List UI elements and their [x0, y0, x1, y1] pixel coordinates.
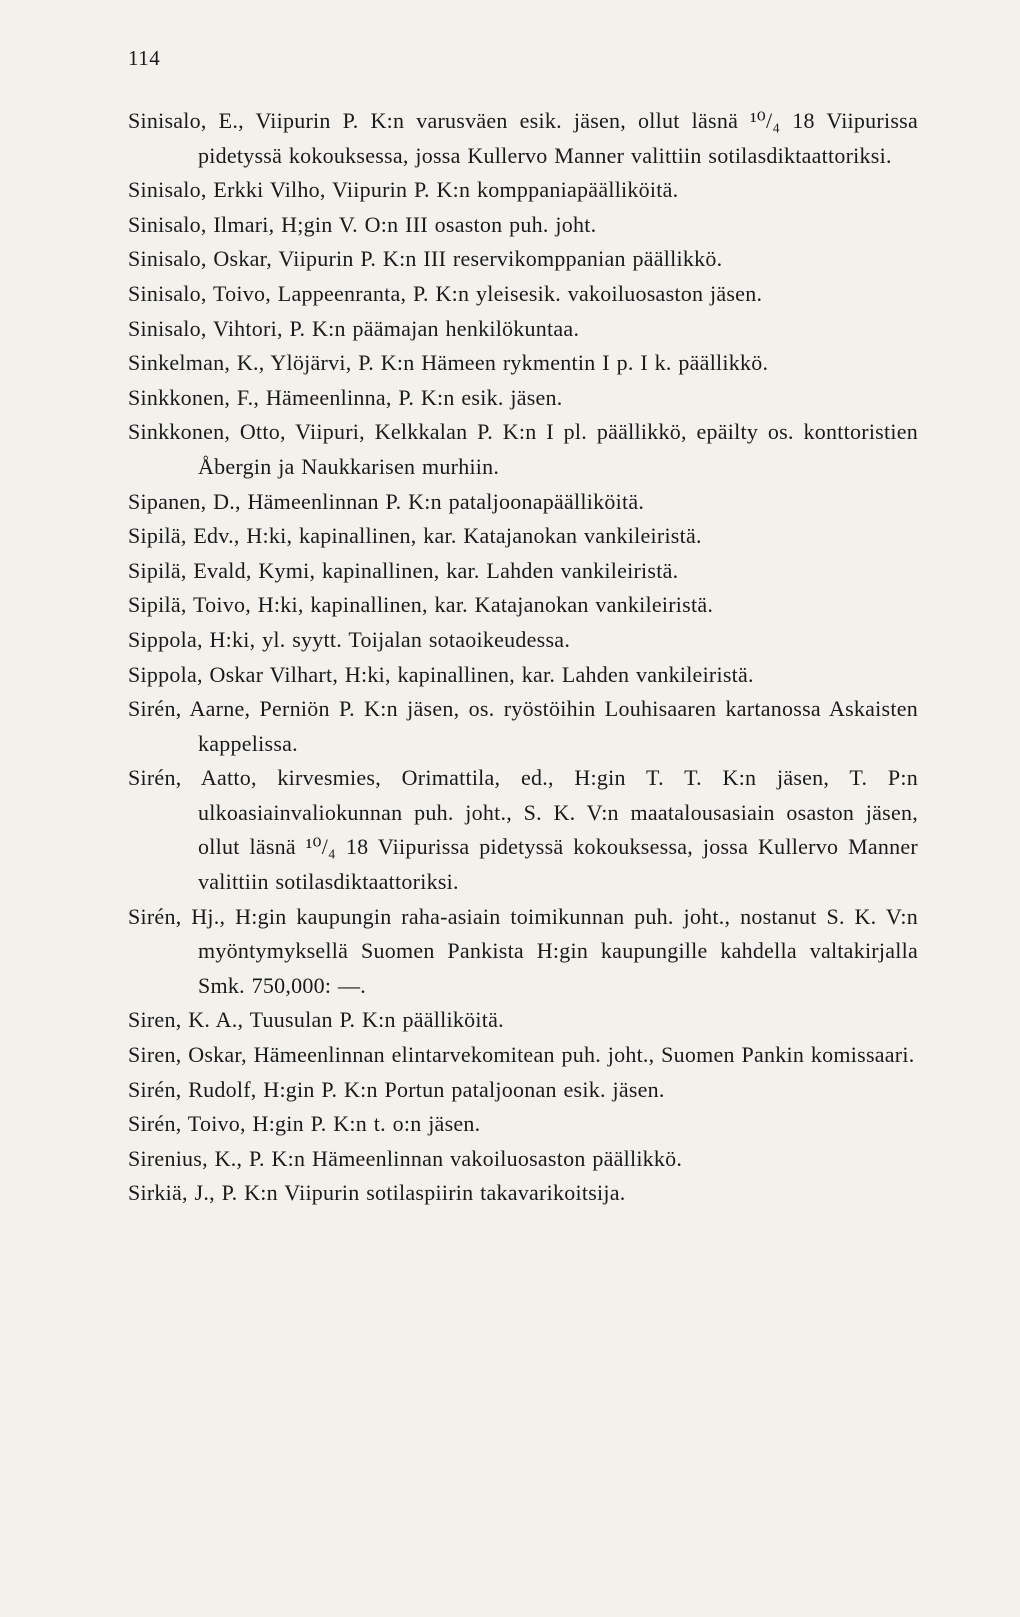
list-item: Sipanen, D., Hämeenlinnan P. K:n pataljoonapäälliköitä. — [128, 488, 645, 514]
list-item: Sirén, Hj., H:gin kaupungin raha-asiain toimikunnan puh. joht., nostanut S. K. V:n myöntymyksellä Suomen Pankista H:gin kaupungille kahdella valtakirjalla Smk. 750,000: —. — [128, 903, 918, 998]
list-item: Sippola, H:ki, yl. syytt. Toijalan sotaoikeudessa. — [128, 626, 571, 652]
list-item: Sinisalo, Oskar, Viipurin P. K:n III reservikomppanian päällikkö. — [128, 246, 723, 272]
list-item: Sirkiä, J., P. K:n Viipurin sotilaspiirin takavarikoitsija. — [128, 1180, 626, 1206]
list-item: Sirén, Rudolf, H:gin P. K:n Portun pataljoonan esik. jäsen. — [128, 1076, 665, 1102]
list-item: Sirén, Toivo, H:gin P. K:n t. o:n jäsen. — [128, 1111, 481, 1137]
list-item: Siren, Oskar, Hämeenlinnan elintarvekomitean puh. joht., Suomen Pankin komissaari. — [128, 1042, 915, 1068]
list-item: Sinisalo, Vihtori, P. K:n päämajan henkilökuntaa. — [128, 315, 580, 341]
list-item: Sinisalo, Erkki Vilho, Viipurin P. K:n komppaniapäälliköitä. — [128, 177, 679, 203]
list-item: Sinkkonen, Otto, Viipuri, Kelkkalan P. K:n I pl. päällikkö, epäilty os. konttoristien Åbergin ja Naukkarisen murhiin. — [128, 419, 918, 479]
list-item: Sinisalo, Toivo, Lappeenranta, P. K:n yleisesik. vakoiluosaston jäsen. — [128, 280, 763, 306]
entry-list — [128, 104, 918, 1211]
list-item: Sippola, Oskar Vilhart, H:ki, kapinallinen, kar. Lahden vankileiristä. — [128, 661, 754, 687]
list-item: Sinkelman, K., Ylöjärvi, P. K:n Hämeen rykmentin I p. I k. päällikkö. — [128, 350, 769, 376]
list-item: Sipilä, Evald, Kymi, kapinallinen, kar. Lahden vankileiristä. — [128, 557, 679, 583]
list-item: Sinisalo, Ilmari, H;gin V. O:n III osaston puh. joht. — [128, 211, 597, 237]
list-item: Sirén, Aatto, kirvesmies, Orimattila, ed., H:gin T. T. K:n jäsen, T. P:n ulkoasiainvaliokunnan puh. joht., S. K. V:n maatalousasiain osaston jäsen, ollut läsnä ¹⁰/₄ 18 Viipurissa pidetyssä kokouksessa, jossa Kullervo Manner valittiin sotilasdiktaattoriksi. — [128, 765, 918, 895]
page-number: 114 — [128, 46, 161, 70]
list-item: Sirén, Aarne, Perniön P. K:n jäsen, os. ryöstöihin Louhisaaren kartanossa Askaisten kappelissa. — [128, 696, 918, 756]
list-item: Sipilä, Toivo, H:ki, kapinallinen, kar. Katajanokan vankileiristä. — [128, 592, 714, 618]
list-item: Siren, K. A., Tuusulan P. K:n päälliköitä. — [128, 1007, 504, 1033]
list-item: Sinisalo, E., Viipurin P. K:n varusväen esik. jäsen, ollut läsnä ¹⁰/₄ 18 Viipurissa pidetyssä kokouksessa, jossa Kullervo Manner valittiin sotilasdiktaattoriksi. — [128, 108, 918, 168]
list-item: Sirenius, K., P. K:n Hämeenlinnan vakoiluosaston päällikkö. — [128, 1145, 683, 1171]
list-item: Sipilä, Edv., H:ki, kapinallinen, kar. Katajanokan vankileiristä. — [128, 523, 702, 549]
list-item: Sinkkonen, F., Hämeenlinna, P. K:n esik. jäsen. — [128, 384, 563, 410]
